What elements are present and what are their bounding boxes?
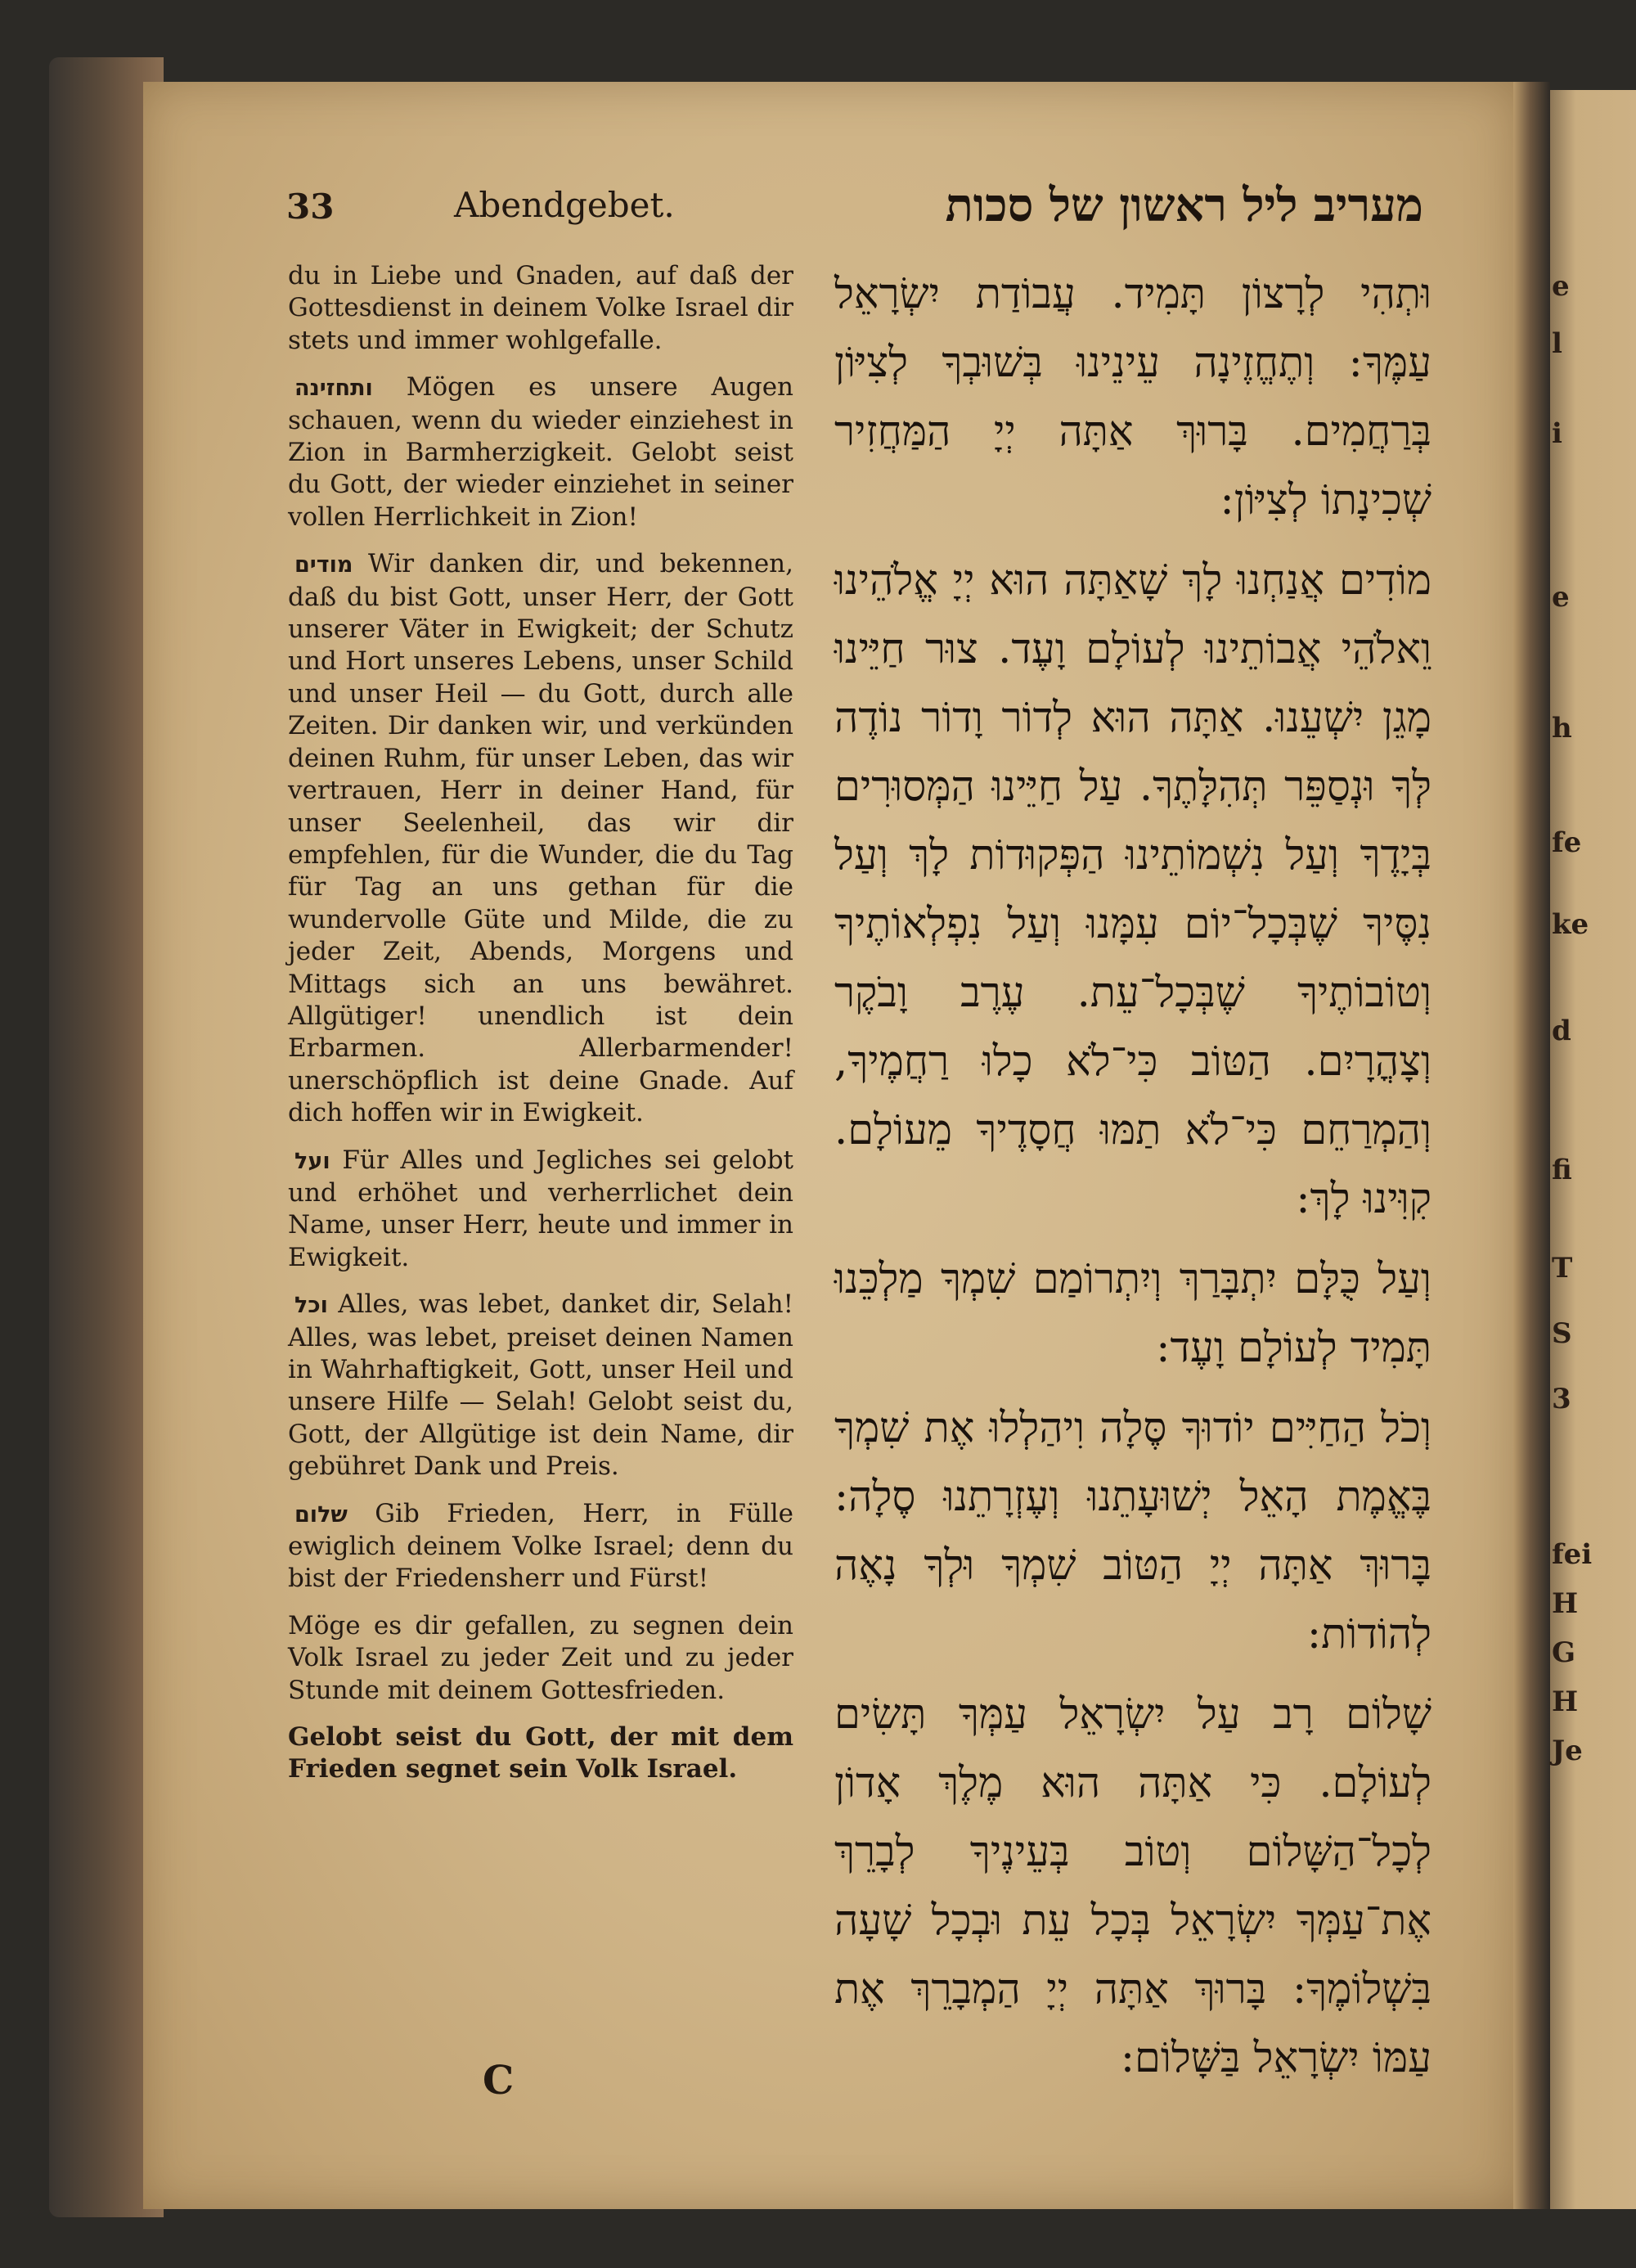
german-paragraph: Möge es dir gefallen, zu segnen dein Volk Israel zu jeder Zeit und zu jeder Stunde mit deinem Gottesfrieden. xyxy=(288,1610,793,1705)
hebrew-paragraph: שָׁלוֹם רָב עַל יִשְׂרָאֵל עַמְּךָ תָּשִׂים לְעוֹלָם. כִּי אַתָּה הוּא מֶלֶךְ אָדוֹן לְכָל־הַשָּׁלוֹם וְטוֹב בְּעֵינֶיךָ לְבָרֵךְ אֶת־עַמְּךָ יִשְׂרָאֵל בְּכָל עֵת וּבְכָל שָׁעָה בִּשְׁלוֹמֶךָ: בָּרוּךְ אַתָּה יְיָ הַמְבָרֵךְ אֶת עַמּוֹ יִשְׂרָאֵל בַּשָּׁלוֹם: xyxy=(834,1690,1432,2082)
printer-signature-mark: C xyxy=(483,2058,515,2104)
adjacent-page-text-fragment: H xyxy=(1552,1685,1579,1718)
hebrew-cue-word: שלום xyxy=(294,1501,348,1528)
german-paragraph xyxy=(288,548,793,1129)
german-paragraph xyxy=(288,1498,793,1595)
hebrew-cue-word: ועל xyxy=(294,1148,330,1174)
german-paragraph-text: Für Alles und Jegliches sei gelobt und erhöhet und verherrlichet dein Name, unser Herr, heute und immer in Ewigkeit. xyxy=(288,1145,793,1272)
hebrew-cue-word: ותחזינה xyxy=(294,376,373,402)
adjacent-page-text-fragment: fe xyxy=(1552,826,1582,859)
hebrew-running-title: מעריב ליל ראשון של סכות xyxy=(945,178,1423,232)
german-paragraph-text: Gib Frieden, Herr, in Fülle ewiglich deinem Volke Israel; denn du bist der Friedensherr und Fürst! xyxy=(288,1498,794,1594)
page-number: 33 xyxy=(286,187,335,227)
adjacent-page-text-fragment: T xyxy=(1552,1252,1573,1285)
adjacent-page-text-fragment: e xyxy=(1552,581,1570,614)
hebrew-cue-word: מודים xyxy=(294,552,353,578)
adjacent-page-text-fragment: ke xyxy=(1552,908,1589,941)
adjacent-page-text-fragment: d xyxy=(1552,1015,1571,1047)
german-closing-blessing: Gelobt seist du Gott, der mit dem Frieden segnet sein Volk Israel. xyxy=(288,1722,793,1784)
adjacent-page-text-fragment: e xyxy=(1552,270,1570,303)
hebrew-cue-word: וכל xyxy=(294,1293,328,1319)
adjacent-page-text-fragment: Je xyxy=(1552,1735,1583,1767)
hebrew-paragraph: וְעַל כֻּלָּם יִתְבָּרַךְ וְיִתְרוֹמַם שִׁמְךָ מַלְכֵּנוּ תָּמִיד לְעוֹלָם וָעֶד: xyxy=(834,1255,1432,1372)
adjacent-page-text-fragment: fi xyxy=(1552,1154,1572,1186)
hebrew-paragraph: וְכֹל הַחַיִּים יוֹדוּךָ סֶּלָה וִיהַלְלוּ אֶת שִׁמְךָ בֶּאֱמֶת הָאֵל יְשׁוּעָתֵנוּ וְעֶזְרָתֵנוּ סֶלָה: בָּרוּךְ אַתָּה יְיָ הַטּוֹב שִׁמְךָ וּלְךָ נָאֶה לְהוֹדוֹת: xyxy=(834,1404,1432,1658)
adjacent-page-text-fragment: S xyxy=(1552,1317,1572,1350)
german-translation-column xyxy=(288,260,793,1801)
hebrew-prayer-column xyxy=(834,260,1432,2104)
german-paragraph-text: Wir danken dir, und bekennen, daß du bist Gott, unser Herr, der Gott unserer Väter in Ewigkeit; der Schutz und Hort unseres Lebens, unser Schild und unser Heil — du Gott, durch alle Zeiten. Dir danken wir, und verkünden deinen Ruhm, für unser Leben, das wir vertrauen, Herr in deiner Hand, für unser Seelenheil, das wir dir empfehlen, für die Wunder, die du Tag für Tag an uns gethan für die wundervolle Güte und Milde, die zu jeder Zeit, Abends, Morgens und Mittags sich an uns bewähret. Allgütiger! unendlich ist dein Erbarmen. Allerbarmender! unerschöpflich ist deine Gnade. Auf dich hoffen wir in Ewigkeit. xyxy=(288,549,794,1128)
german-paragraph: du in Liebe und Gnaden, auf daß der Gottesdienst in deinem Volke Israel dir stets und immer wohlgefalle. xyxy=(288,261,793,355)
adjacent-page-text-fragment: 3 xyxy=(1552,1383,1571,1415)
hebrew-paragraph: וּתְהִי לְרָצוֹן תָּמִיד. עֲבוֹדַת יִשְׂרָאֵל עַמֶּךָ: וְתֶחֱזֶינָה עֵינֵינוּ בְּשׁוּבְךָ לְצִיּוֹן בְּרַחֲמִים. בָּרוּךְ אַתָּה יְיָ הַמַּחֲזִיר שְׁכִינָתוֹ לְצִיּוֹן: xyxy=(834,270,1432,524)
adjacent-page-text-fragment: H xyxy=(1552,1587,1579,1620)
german-paragraph-text: Alles, was lebet, danket dir, Selah! Alles, was lebet, preiset deinen Namen in Wahrhaftigkeit, Gott, unser Heil und unsere Hilfe — Selah! Gelobt seist du, Gott, der Allgütige ist dein Name, dir gebühret Dank und Preis. xyxy=(288,1289,793,1482)
german-paragraph xyxy=(288,1145,793,1275)
adjacent-page-text-fragment: fei xyxy=(1552,1538,1593,1571)
german-paragraph xyxy=(288,371,793,533)
page-gutter xyxy=(1513,82,1550,2209)
german-running-title: Abendgebet. xyxy=(454,185,675,225)
hebrew-paragraph: מוֹדִים אֲנַחְנוּ לָךְ שָׁאַתָּה הוּא יְיָ אֱלֹהֵינוּ וֵאלֹהֵי אֲבוֹתֵינוּ לְעוֹלָם וָעֶד. צוּר חַיֵּינוּ מָגֵן יִשְׁעֵנוּ. אַתָּה הוּא לְדוֹר וָדוֹר נוֹדֶה לְּךָ וּנְסַפֵּר תְּהִלָּתֶךָ. עַל חַיֵּינוּ הַמְּסוּרִים בְּיָדֶךָ וְעַל נִשְׁמוֹתֵינוּ הַפְּקוּדוֹת לָךְ וְעַל נִסֶּיךָ שֶׁבְּכָל־יוֹם עִמָּנוּ וְעַל נִפְלְאוֹתֶיךָ וְטוֹבוֹתֶיךָ שֶׁבְּכָל־עֵת. עֶרֶב וָבֹקֶר וְצָהֳרָיִם. הַטּוֹב כִּי־לֹא כָלוּ רַחֲמֶיךָ, וְהַמְרַחֵם כִּי־לֹא תַמּוּ חֲסָדֶיךָ מֵעוֹלָם. קִוִּינוּ לָךְ: xyxy=(834,556,1432,1223)
german-paragraph xyxy=(288,1289,793,1483)
adjacent-page-text-fragment: G xyxy=(1552,1636,1576,1669)
adjacent-page-text-fragment: i xyxy=(1552,417,1562,450)
adjacent-page-text-fragment: l xyxy=(1552,327,1562,360)
adjacent-page-edge xyxy=(1550,90,1636,2209)
german-paragraph-text: Mögen es unsere Augen schauen, wenn du wieder einziehest in Zion in Barmherzigkeit. Gelobt seist du Gott, der wieder einziehet in seiner vollen Herrlichkeit in Zion! xyxy=(288,372,794,532)
adjacent-page-text-fragment: h xyxy=(1552,712,1572,745)
